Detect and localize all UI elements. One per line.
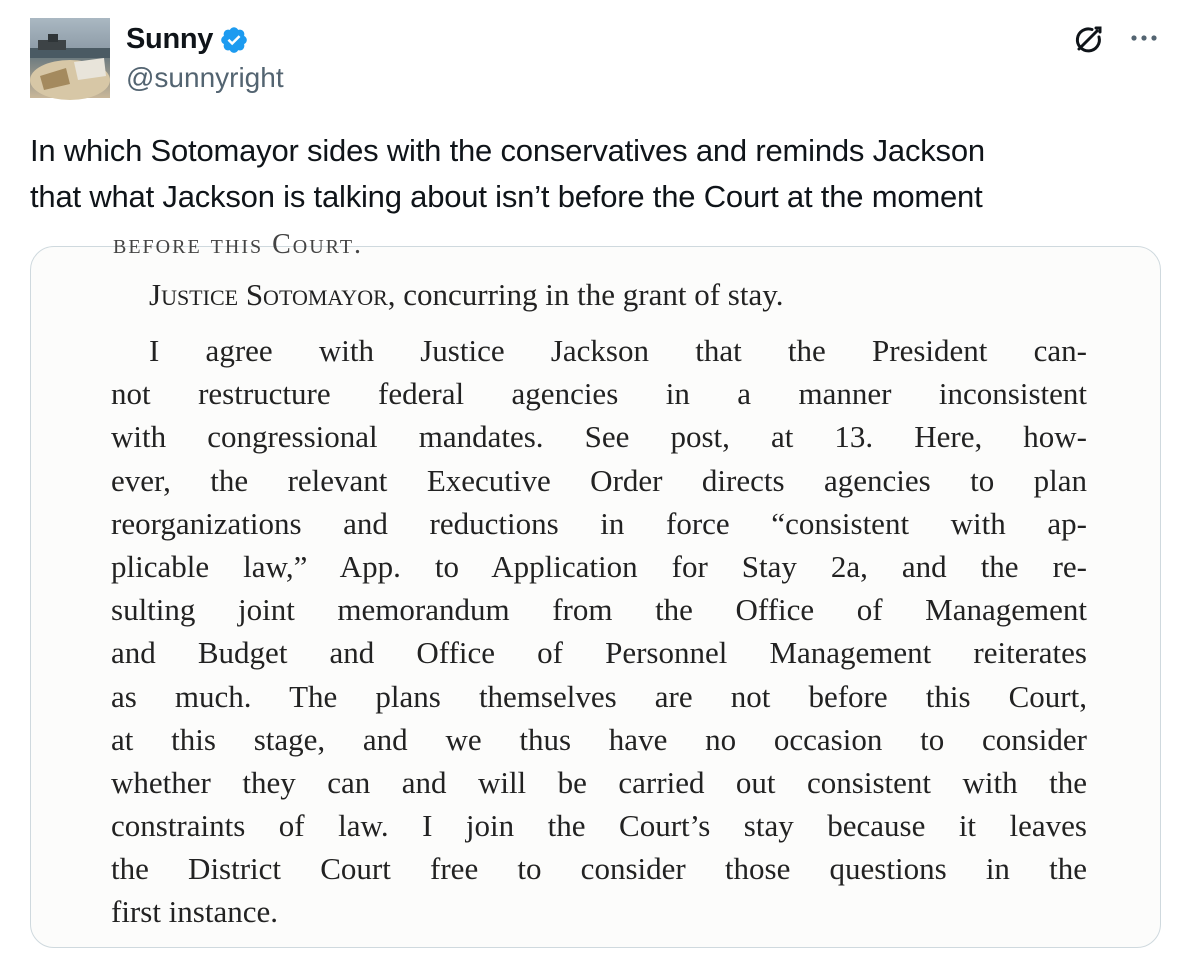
tweet-text-line: In which Sotomayor sides with the conservatives and reminds Jackson <box>30 133 985 168</box>
author-name-row <box>126 20 249 58</box>
verified-badge-icon <box>219 25 249 55</box>
document-line: and Budget and Office of Personnel Management reiterates <box>111 635 1087 671</box>
document-line: with congressional mandates. See post, at 13. Here, how- <box>111 419 1087 455</box>
document-cut-line: before this Court. <box>113 229 364 260</box>
document-body <box>111 329 1087 934</box>
document-line: reorganizations and reductions in force “consistent with ap- <box>111 505 1087 541</box>
document-heading-justice: Justice Sotomayor <box>149 277 388 312</box>
document-line: I agree with Justice Jackson that the President can- <box>149 333 1087 368</box>
document-line: constraints of law. I join the Court’s stay because it leaves <box>111 808 1087 844</box>
document-line: plicable law,” App. to Application for Stay 2a, and the re- <box>111 548 1087 584</box>
more-icon[interactable] <box>1124 24 1164 52</box>
document-line: not restructure federal agencies in a manner inconsistent <box>111 376 1087 412</box>
document-line: as much. The plans themselves are not before this Court, <box>111 678 1087 714</box>
document-line: whether they can and will be carried out consistent with the <box>111 764 1087 800</box>
document-heading <box>149 277 783 313</box>
attached-image[interactable] <box>30 229 1161 948</box>
author-handle[interactable]: @sunnyright <box>126 62 284 93</box>
document-line: the District Court free to consider those questions in the <box>111 851 1087 887</box>
avatar-image <box>30 18 110 98</box>
tweet-text <box>30 128 1160 220</box>
tweet-text-line: that what Jackson is talking about isn’t before the Court at the moment <box>30 179 983 214</box>
document-heading-rest: , concurring in the grant of stay. <box>387 277 784 312</box>
author-display-name[interactable]: Sunny <box>126 22 214 55</box>
document-line: at this stage, and we thus have no occasion to consider <box>111 721 1087 757</box>
avatar[interactable] <box>30 18 110 98</box>
document-line: ever, the relevant Executive Order directs agencies to plan <box>111 462 1087 498</box>
document-line: sulting joint memorandum from the Office of Management <box>111 592 1087 628</box>
grok-icon[interactable] <box>1070 22 1106 58</box>
document-line: first instance. <box>111 894 279 930</box>
